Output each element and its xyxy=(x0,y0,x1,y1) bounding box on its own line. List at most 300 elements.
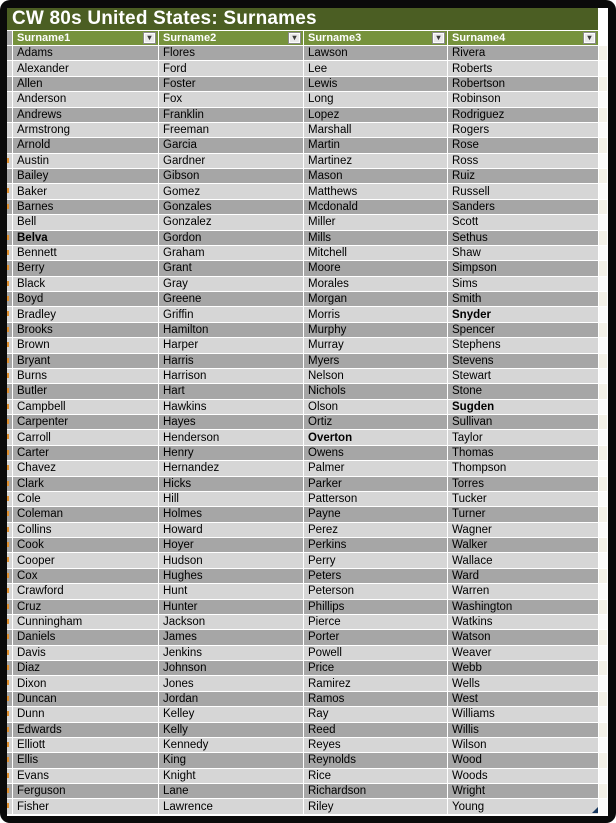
cell[interactable]: Overton xyxy=(304,430,447,444)
cell[interactable]: Chavez xyxy=(13,461,158,475)
cell[interactable]: Thomas xyxy=(448,446,598,460)
cell[interactable]: Allen xyxy=(13,77,158,91)
cell[interactable]: Rose xyxy=(448,138,598,152)
cell[interactable]: Morales xyxy=(304,277,447,291)
cell[interactable]: Reed xyxy=(304,723,447,737)
cell[interactable]: Bradley xyxy=(13,307,158,321)
cell[interactable]: Campbell xyxy=(13,400,158,414)
cell[interactable]: Brooks xyxy=(13,323,158,337)
cell[interactable]: Stewart xyxy=(448,369,598,383)
marker-dot xyxy=(7,388,9,393)
cell[interactable]: Olson xyxy=(304,400,447,414)
cell[interactable]: Robinson xyxy=(448,92,598,106)
cell[interactable]: Watson xyxy=(448,630,598,644)
cell[interactable]: Parker xyxy=(304,477,447,491)
row-edge-right xyxy=(599,507,607,521)
row-edge-right xyxy=(599,477,607,491)
cell[interactable]: Sugden xyxy=(448,400,598,414)
cell[interactable]: Long xyxy=(304,92,447,106)
cell[interactable]: Morris xyxy=(304,307,447,321)
marker-dot xyxy=(7,296,9,301)
row-edge-left xyxy=(7,46,12,60)
column-header-surname4[interactable] xyxy=(448,31,598,45)
cell[interactable]: Nelson xyxy=(304,369,447,383)
row-edge-left xyxy=(7,523,12,537)
cell[interactable]: Torres xyxy=(448,477,598,491)
cell[interactable]: Belva xyxy=(13,231,158,245)
cell[interactable]: Wilson xyxy=(448,738,598,752)
row-edge-left xyxy=(7,277,12,291)
cell[interactable]: Young xyxy=(448,799,598,813)
filter-dropdown-button[interactable] xyxy=(143,32,156,44)
marker-dot xyxy=(7,235,9,240)
cell[interactable]: Butler xyxy=(13,384,158,398)
cell[interactable]: Reynolds xyxy=(304,753,447,767)
cell[interactable]: Diaz xyxy=(13,661,158,675)
cell[interactable]: Riley xyxy=(304,799,447,813)
cell[interactable]: Evans xyxy=(13,769,158,783)
cell[interactable]: Perkins xyxy=(304,538,447,552)
cell[interactable]: Elliott xyxy=(13,738,158,752)
cell[interactable]: Hoyer xyxy=(159,538,303,552)
cell[interactable]: Gardner xyxy=(159,154,303,168)
cell[interactable]: Howard xyxy=(159,523,303,537)
cell[interactable]: Harrison xyxy=(159,369,303,383)
row-edge-left xyxy=(7,108,12,122)
surname-table xyxy=(7,8,608,816)
cell[interactable]: Adams xyxy=(13,46,158,60)
cell[interactable]: Roberts xyxy=(448,61,598,75)
row-edge-right xyxy=(599,277,607,291)
row-edge-right xyxy=(599,553,607,567)
cell[interactable]: Weaver xyxy=(448,646,598,660)
row-edge-right xyxy=(599,769,607,783)
cell[interactable]: Spencer xyxy=(448,323,598,337)
cell[interactable]: Stephens xyxy=(448,338,598,352)
row-edge-left xyxy=(7,307,12,321)
row-edge-right xyxy=(599,154,607,168)
cell[interactable]: Franklin xyxy=(159,108,303,122)
cell[interactable]: Cox xyxy=(13,569,158,583)
cell[interactable]: Jenkins xyxy=(159,646,303,660)
cell[interactable]: Boyd xyxy=(13,292,158,306)
cell[interactable]: Kelley xyxy=(159,707,303,721)
row-edge-left xyxy=(7,692,12,706)
cell[interactable]: Stone xyxy=(448,384,598,398)
cell[interactable]: Scott xyxy=(448,215,598,229)
row-edge-right xyxy=(599,723,607,737)
marker-dot xyxy=(7,634,9,639)
cell[interactable]: Washington xyxy=(448,600,598,614)
cell[interactable]: Wood xyxy=(448,753,598,767)
cell[interactable]: Cruz xyxy=(13,600,158,614)
row-edge-right xyxy=(599,77,607,91)
row-edge-right xyxy=(599,231,607,245)
header-edge-right xyxy=(599,31,607,45)
row-edge-left xyxy=(7,661,12,675)
cell[interactable]: Matthews xyxy=(304,184,447,198)
cell[interactable]: Morgan xyxy=(304,292,447,306)
row-edge-right xyxy=(599,46,607,60)
cell[interactable]: Perez xyxy=(304,523,447,537)
cell[interactable]: Burns xyxy=(13,369,158,383)
cell[interactable]: Sethus xyxy=(448,231,598,245)
cell[interactable]: Hughes xyxy=(159,569,303,583)
cell[interactable]: Wright xyxy=(448,784,598,798)
cell[interactable]: Shaw xyxy=(448,246,598,260)
cell[interactable]: Black xyxy=(13,277,158,291)
cell[interactable]: Pierce xyxy=(304,615,447,629)
cell[interactable]: Ruiz xyxy=(448,169,598,183)
cell[interactable]: Knight xyxy=(159,769,303,783)
row-edge-right xyxy=(599,630,607,644)
cell[interactable]: Watkins xyxy=(448,615,598,629)
cell[interactable]: Owens xyxy=(304,446,447,460)
column-header-label: Surname1 xyxy=(17,32,71,44)
cell[interactable]: Mitchell xyxy=(304,246,447,260)
cell[interactable]: Murphy xyxy=(304,323,447,337)
cell[interactable]: Gonzales xyxy=(159,200,303,214)
cell[interactable]: Jordan xyxy=(159,692,303,706)
row-edge-right xyxy=(599,615,607,629)
cell[interactable]: Jackson xyxy=(159,615,303,629)
cell[interactable]: Lewis xyxy=(304,77,447,91)
cell[interactable]: Gibson xyxy=(159,169,303,183)
cell[interactable]: Mason xyxy=(304,169,447,183)
cell[interactable]: Rodriguez xyxy=(448,108,598,122)
row-edge-left xyxy=(7,200,12,214)
cell[interactable]: Cook xyxy=(13,538,158,552)
cell[interactable]: West xyxy=(448,692,598,706)
row-edge-right xyxy=(599,400,607,414)
row-edge-right xyxy=(599,523,607,537)
cell[interactable]: Barnes xyxy=(13,200,158,214)
marker-dot xyxy=(7,573,9,578)
row-edge-right xyxy=(599,676,607,690)
cell[interactable]: Edwards xyxy=(13,723,158,737)
cell[interactable]: Hicks xyxy=(159,477,303,491)
cell[interactable]: Payne xyxy=(304,507,447,521)
row-edge-left xyxy=(7,415,12,429)
table-resize-handle[interactable] xyxy=(592,807,598,813)
cell[interactable]: Bell xyxy=(13,215,158,229)
row-edge-left xyxy=(7,600,12,614)
cell[interactable]: Carpenter xyxy=(13,415,158,429)
chevron-down-icon: ▾ xyxy=(436,33,441,42)
marker-dot xyxy=(7,711,9,716)
cell[interactable]: Ray xyxy=(304,707,447,721)
row-edge-right xyxy=(599,646,607,660)
row-edge-right xyxy=(599,338,607,352)
cell[interactable]: Austin xyxy=(13,154,158,168)
cell[interactable]: Marshall xyxy=(304,123,447,137)
row-edge-left xyxy=(7,799,12,813)
marker-dot xyxy=(7,158,9,163)
cell[interactable]: Ramirez xyxy=(304,676,447,690)
cell[interactable]: Ross xyxy=(448,154,598,168)
cell[interactable]: Kennedy xyxy=(159,738,303,752)
cell[interactable]: Collins xyxy=(13,523,158,537)
cell[interactable]: Tucker xyxy=(448,492,598,506)
cell[interactable]: Lopez xyxy=(304,108,447,122)
cell[interactable]: Fisher xyxy=(13,799,158,813)
marker-dot xyxy=(7,450,9,455)
cell[interactable]: Gordon xyxy=(159,231,303,245)
cell[interactable]: Gonzalez xyxy=(159,215,303,229)
row-edge-left xyxy=(7,615,12,629)
cell[interactable]: Simpson xyxy=(448,261,598,275)
cell[interactable]: Wells xyxy=(448,676,598,690)
cell[interactable]: Andrews xyxy=(13,108,158,122)
marker-dot xyxy=(7,773,9,778)
cell[interactable]: Bennett xyxy=(13,246,158,260)
cell[interactable]: Russell xyxy=(448,184,598,198)
cell[interactable]: Hunt xyxy=(159,584,303,598)
cell[interactable]: Patterson xyxy=(304,492,447,506)
cell[interactable]: Griffin xyxy=(159,307,303,321)
cell[interactable]: Murray xyxy=(304,338,447,352)
cell[interactable]: Lawson xyxy=(304,46,447,60)
cell[interactable]: Hart xyxy=(159,384,303,398)
cell[interactable]: Anderson xyxy=(13,92,158,106)
cell[interactable]: Henry xyxy=(159,446,303,460)
cell[interactable]: Snyder xyxy=(448,307,598,321)
cell[interactable]: Stevens xyxy=(448,354,598,368)
marker-dot xyxy=(7,496,9,501)
cell[interactable]: Harper xyxy=(159,338,303,352)
cell[interactable]: Ellis xyxy=(13,753,158,767)
marker-dot xyxy=(7,327,9,332)
marker-dot xyxy=(7,742,9,747)
column-header-surname1[interactable] xyxy=(13,31,158,45)
cell[interactable]: Fox xyxy=(159,92,303,106)
cell[interactable]: Palmer xyxy=(304,461,447,475)
cell[interactable]: Cunningham xyxy=(13,615,158,629)
marker-dot xyxy=(7,527,9,532)
marker-dot xyxy=(7,250,9,255)
cell[interactable]: Dixon xyxy=(13,676,158,690)
row-edge-right xyxy=(599,584,607,598)
row-edge-left xyxy=(7,292,12,306)
row-edge-left xyxy=(7,723,12,737)
marker-dot xyxy=(7,604,9,609)
cell[interactable]: Hamilton xyxy=(159,323,303,337)
row-edge-left xyxy=(7,676,12,690)
cell[interactable]: Sims xyxy=(448,277,598,291)
marker-dot xyxy=(7,727,9,732)
cell[interactable]: Reyes xyxy=(304,738,447,752)
chevron-down-icon: ▾ xyxy=(292,33,297,42)
cell[interactable]: Alexander xyxy=(13,61,158,75)
cell[interactable]: Price xyxy=(304,661,447,675)
marker-dot xyxy=(7,342,9,347)
cell[interactable]: Rice xyxy=(304,769,447,783)
cell[interactable]: Baker xyxy=(13,184,158,198)
cell[interactable]: Carter xyxy=(13,446,158,460)
marker-dot xyxy=(7,542,9,547)
cell[interactable]: Phillips xyxy=(304,600,447,614)
cell[interactable]: Cooper xyxy=(13,553,158,567)
cell[interactable]: Brown xyxy=(13,338,158,352)
cell[interactable]: Crawford xyxy=(13,584,158,598)
marker-dot xyxy=(7,281,9,286)
cell[interactable]: Carroll xyxy=(13,430,158,444)
row-edge-right xyxy=(599,461,607,475)
column-header-surname3[interactable] xyxy=(304,31,447,45)
marker-dot xyxy=(7,665,9,670)
cell[interactable]: Thompson xyxy=(448,461,598,475)
cell[interactable]: Taylor xyxy=(448,430,598,444)
cell[interactable]: Hunter xyxy=(159,600,303,614)
cell[interactable]: Wallace xyxy=(448,553,598,567)
cell[interactable]: Williams xyxy=(448,707,598,721)
cell[interactable]: Jones xyxy=(159,676,303,690)
cell[interactable]: Hill xyxy=(159,492,303,506)
cell[interactable]: Gray xyxy=(159,277,303,291)
marker-dot xyxy=(7,481,9,486)
cell[interactable]: Armstrong xyxy=(13,123,158,137)
row-edge-left xyxy=(7,369,12,383)
cell[interactable]: Flores xyxy=(159,46,303,60)
cell[interactable]: Ferguson xyxy=(13,784,158,798)
filter-dropdown-button[interactable] xyxy=(583,32,596,44)
cell[interactable]: Woods xyxy=(448,769,598,783)
cell[interactable]: Johnson xyxy=(159,661,303,675)
cell[interactable]: Kelly xyxy=(159,723,303,737)
cell[interactable]: King xyxy=(159,753,303,767)
cell[interactable]: Willis xyxy=(448,723,598,737)
row-edge-right xyxy=(599,169,607,183)
cell[interactable]: Coleman xyxy=(13,507,158,521)
filter-dropdown-button[interactable] xyxy=(432,32,445,44)
cell[interactable]: Powell xyxy=(304,646,447,660)
cell[interactable]: Lane xyxy=(159,784,303,798)
row-edge-right xyxy=(599,215,607,229)
cell[interactable]: Peterson xyxy=(304,584,447,598)
cell[interactable]: Robertson xyxy=(448,77,598,91)
column-header-label: Surname3 xyxy=(308,32,362,44)
row-edge-left xyxy=(7,261,12,275)
cell[interactable]: Bryant xyxy=(13,354,158,368)
row-edge-left xyxy=(7,446,12,460)
cell[interactable]: Garcia xyxy=(159,138,303,152)
cell[interactable]: Smith xyxy=(448,292,598,306)
row-edge-left xyxy=(7,354,12,368)
cell[interactable]: Henderson xyxy=(159,430,303,444)
cell[interactable]: Turner xyxy=(448,507,598,521)
cell[interactable]: Lawrence xyxy=(159,799,303,813)
cell[interactable]: Ortiz xyxy=(304,415,447,429)
cell[interactable]: Davis xyxy=(13,646,158,660)
cell[interactable]: Rogers xyxy=(448,123,598,137)
cell[interactable]: Hawkins xyxy=(159,400,303,414)
row-edge-left xyxy=(7,430,12,444)
cell[interactable]: Graham xyxy=(159,246,303,260)
cell[interactable]: Holmes xyxy=(159,507,303,521)
cell[interactable]: Hudson xyxy=(159,553,303,567)
cell[interactable]: Hernandez xyxy=(159,461,303,475)
cell[interactable]: Martinez xyxy=(304,154,447,168)
cell[interactable]: Duncan xyxy=(13,692,158,706)
cell[interactable]: Hayes xyxy=(159,415,303,429)
cell[interactable]: Porter xyxy=(304,630,447,644)
row-edge-right xyxy=(599,661,607,675)
cell[interactable]: Peters xyxy=(304,569,447,583)
cell[interactable]: Ramos xyxy=(304,692,447,706)
row-edge-left xyxy=(7,646,12,660)
cell[interactable]: Sullivan xyxy=(448,415,598,429)
row-edge-left xyxy=(7,769,12,783)
cell[interactable]: Cole xyxy=(13,492,158,506)
cell[interactable]: Miller xyxy=(304,215,447,229)
cell[interactable]: Freeman xyxy=(159,123,303,137)
cell[interactable]: Walker xyxy=(448,538,598,552)
cell[interactable]: Ward xyxy=(448,569,598,583)
cell[interactable]: Foster xyxy=(159,77,303,91)
row-edge-right xyxy=(599,784,607,798)
cell[interactable]: Daniels xyxy=(13,630,158,644)
row-edge-left xyxy=(7,630,12,644)
cell[interactable]: Ford xyxy=(159,61,303,75)
cell[interactable]: Dunn xyxy=(13,707,158,721)
row-edge-right xyxy=(599,323,607,337)
marker-dot xyxy=(7,358,9,363)
sheet-title: CW 80s United States: Surnames xyxy=(7,8,598,30)
cell[interactable]: James xyxy=(159,630,303,644)
cell[interactable]: Perry xyxy=(304,553,447,567)
cell[interactable]: Gomez xyxy=(159,184,303,198)
row-edge-left xyxy=(7,231,12,245)
row-edge-right xyxy=(599,184,607,198)
cell[interactable]: Arnold xyxy=(13,138,158,152)
cell[interactable]: Moore xyxy=(304,261,447,275)
cell[interactable]: Richardson xyxy=(304,784,447,798)
cell[interactable]: Wagner xyxy=(448,523,598,537)
column-header-surname2[interactable] xyxy=(159,31,303,45)
cell[interactable]: Nichols xyxy=(304,384,447,398)
row-edge-right xyxy=(599,692,607,706)
marker-dot xyxy=(7,465,9,470)
row-edge-right xyxy=(599,246,607,260)
row-edge-left xyxy=(7,707,12,721)
cell[interactable]: Greene xyxy=(159,292,303,306)
cell[interactable]: Lee xyxy=(304,61,447,75)
cell[interactable]: Mills xyxy=(304,231,447,245)
cell[interactable]: Harris xyxy=(159,354,303,368)
cell[interactable]: Myers xyxy=(304,354,447,368)
marker-dot xyxy=(7,511,9,516)
row-edge-left xyxy=(7,138,12,152)
row-edge-left xyxy=(7,323,12,337)
cell[interactable]: Bailey xyxy=(13,169,158,183)
row-edge-right xyxy=(599,430,607,444)
cell[interactable]: Berry xyxy=(13,261,158,275)
cell[interactable]: Rivera xyxy=(448,46,598,60)
row-edge-right xyxy=(599,707,607,721)
cell[interactable]: Webb xyxy=(448,661,598,675)
cell[interactable]: Clark xyxy=(13,477,158,491)
cell[interactable]: Grant xyxy=(159,261,303,275)
row-edge-left xyxy=(7,492,12,506)
cell[interactable]: Warren xyxy=(448,584,598,598)
row-edge-right xyxy=(599,307,607,321)
cell[interactable]: Sanders xyxy=(448,200,598,214)
filter-dropdown-button[interactable] xyxy=(288,32,301,44)
cell[interactable]: Martin xyxy=(304,138,447,152)
row-edge-right xyxy=(599,92,607,106)
row-edge-right xyxy=(599,600,607,614)
cell[interactable]: Mcdonald xyxy=(304,200,447,214)
